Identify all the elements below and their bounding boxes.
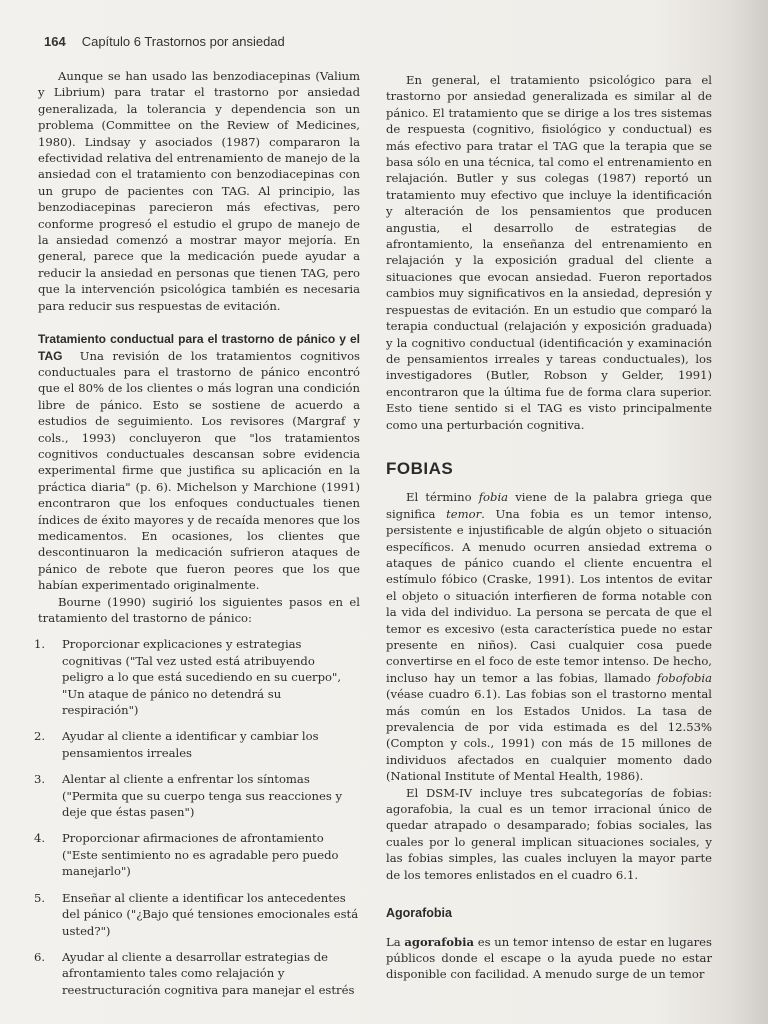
paragraph-benzodiacepinas: Aunque se han usado las benzodiacepinas (Valium y Librium) para tratar el trastorno por ansiedad generalizada, la tolerancia y dependencia son un problema (Committee on the Review of Medicines, 1980). Lindsay y asociados (1987) compararon la efectividad relativa del entrenamiento de manejo de la ansiedad con el tratamiento con benzodiacepinas con un grupo de pacientes con TAG. Al principio, las benzodiacepinas parecieron más efectivas, pero conforme progresó el estudio el grupo de manejo de la ansiedad comenzó a mostrar mayor mejoría. En general, parece que la medicación puede ayudar a reducir la ansiedad en personas que tienen TAG, pero que la intervención psicológica también es necesaria para reducir sus respuestas de evitación. xyxy=(38,69,360,313)
paragraph-tratamiento-conductual xyxy=(38,331,360,594)
term-fobia: fobia xyxy=(478,490,509,505)
subsection-heading-agorafobia: Agorafobia xyxy=(386,906,452,921)
running-header xyxy=(44,34,285,49)
paragraph-bourne: Bourne (1990) sugirió los siguientes pasos en el tratamiento del trastorno de pánico: xyxy=(38,594,360,625)
term-temor: temor xyxy=(446,506,482,521)
list-item: 3. Alentar al cliente a enfrentar los síntomas ("Permita que su cuerpo tenga sus reacciones y deje que éstas pasen") xyxy=(34,772,343,820)
term-agorafobia: agorafobia xyxy=(404,934,475,949)
list-item: 5. Enseñar al cliente a identificar los antecedentes del pánico ("¿Bajo qué tensiones emocionales está usted?") xyxy=(34,890,359,938)
list-item: 2. Ayudar al cliente a identificar y cambiar los pensamientos irreales xyxy=(34,729,319,760)
paragraph-dsm-iv: El DSM-IV incluye tres subcategorías de fobias: agorafobia, la cual es un temor irracional único de quedar atrapado o desamparado; fobias sociales, las cuales por lo general implican situaciones sociales, y las fobias simples, las cuales incluyen la mayor parte de los temores enlistados en el cuadro 6.1. xyxy=(386,785,712,882)
term-fobofobia: fobofobia xyxy=(657,670,712,685)
subheading-tratamiento-conductual: Tratamiento conductual para el trastorno de pánico y el TAG xyxy=(38,332,360,363)
left-column xyxy=(34,68,361,1008)
list-item: 1. Proporcionar explicaciones y estrategias cognitivas ("Tal vez usted está atribuyendo peligro a lo que está sucediendo en su cuerpo", "Un ataque de pánico no detendrá su respiración") xyxy=(34,637,342,718)
treatment-steps-list xyxy=(34,636,360,998)
section-heading-fobias: FOBIAS xyxy=(386,458,454,478)
chapter-title: Capítulo 6 Trastornos por ansiedad xyxy=(81,34,285,49)
paragraph-text: Una revisión de los tratamientos cognitivos conductuales para el trastorno de pánico encontró que el 80% de los clientes o más logran una condición libre de pánico. Esto se sostiene de acuerdo a estudios de seguimiento. Los revisores (Margraf y cols., 1993) concluyeron que "los tratamientos cognitivos conductuales descansan sobre evidencia experimental firme que justifica su aplicación en la práctica diaria" (p. 6). Michelson y Marchione (1991) encontraron que los enfoques conductuales tienen índices de éxito mayores y de recaída menores que los medicamentos. En ocasiones, los clientes que descontinuaron la medicación sufrieron ataques de pánico de rebote que fueron peores que los que habían experimentado originalmente. xyxy=(38,348,361,593)
list-item: 4. Proporcionar afirmaciones de afrontamiento ("Este sentimiento no es agradable pero puedo manejarlo") xyxy=(34,831,339,879)
page-number: 164 xyxy=(44,34,66,49)
paragraph-agorafobia: La agorafobia es un temor intenso de estar en lugares públicos donde el escape o la ayuda puede no estar disponible con facilidad. A menudo surge de un temor xyxy=(386,934,712,982)
right-column xyxy=(386,72,712,983)
list-item: 6. Ayudar al cliente a desarrollar estrategias de afrontamiento tales como relajación y reestructuración cognitiva para manejar el estrés xyxy=(34,949,355,997)
paragraph-tag-treatment: En general, el tratamiento psicológico para el trastorno por ansiedad generalizada es similar al de pánico. El tratamiento que se dirige a los tres sistemas de respuesta (cognitivo, fisiológico y conductual) es más efectivo para tratar el TAG que la terapia que se basa sólo en una técnica, tal como el entrenamiento en relajación. Butler y sus colegas (1987) reportó un tratamiento muy efectivo que incluye la identificación y alteración de los pensamientos que producen angustia, el desarrollo de estrategias de afrontamiento, la enseñanza del entrenamiento en relajación y la exposición gradual del cliente a situaciones que evocan ansiedad. Fueron reportados cambios muy significativos en la ansiedad, depresión y respuestas de evitación. En un estudio que comparó la terapia conductual (relajación y exposición graduada) y la cognitivo conductual (identificación y examinación de pensamientos irreales y tareas conductuales), los investigadores (Butler, Robson y Gelder, 1991) encontraron que la última fue de forma clara superior. Esto tiene sentido si el TAG es visto principalmente como una perturbación cognitiva. xyxy=(386,73,712,432)
paragraph-fobia-definition: El término fobia viene de la palabra griega que significa temor. Una fobia es un temor intenso, persistente e injustificable de algún objeto o situación específicos. A menudo ocurren ansiedad extrema o ataques de pánico cuando el cliente encuentra el estímulo fóbico (Craske, 1991). Los intentos de evitar el objeto o situación interfieren de forma notable con la vida del individuo. La persona se percata de que el temor es excesivo (esta característica puede no estar presente en niños). Casi cualquier cosa puede convertirse en el foco de este temor intenso. De hecho, incluso hay un temor a las fobias, llamado fobofobia (véase cuadro 6.1). Las fobias son el trastorno mental más común en los Estados Unidos. La tasa de prevalencia de por vida estimada es del 12.53% (Compton y cols., 1991) con más de 15 millones de individuos afectados en cualquier momento dado (National Institute of Mental Health, 1986). xyxy=(386,490,712,784)
